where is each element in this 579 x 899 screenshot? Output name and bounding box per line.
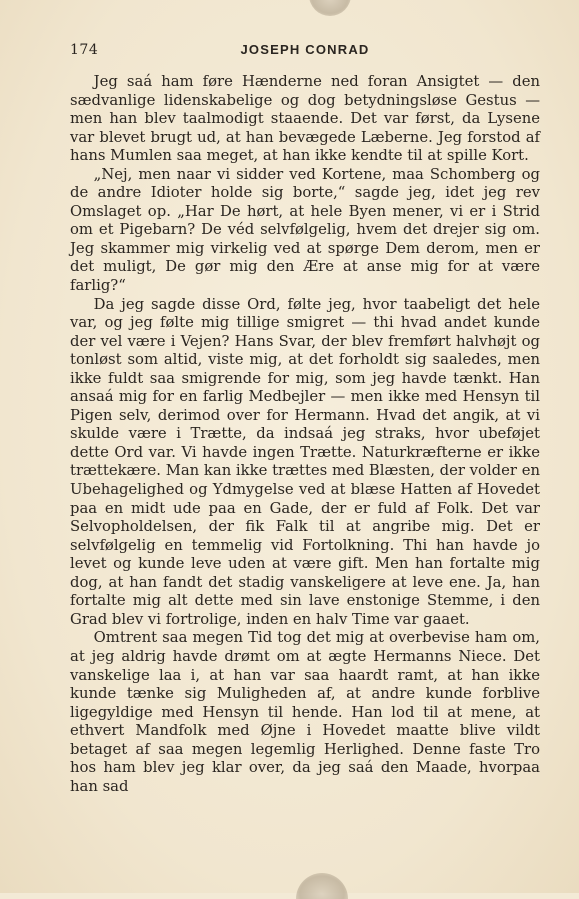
binding-mark-bottom (296, 873, 348, 899)
paragraph: Omtrent saa megen Tid tog det mig at overbevise ham om, at jeg aldrig havde drømt om at ægte Hermanns Niece. Det vanskelige laa i, at han var saa haardt ramt, at han ikke kunde tænke sig Muligheden af, at andre kunde forblive ligegyldige med Hensyn til hende. Han lod til at mene, at ethvert Mandfolk med Øjne i Hovedet maatte blive vildt betaget af saa megen legemlig Herlighed. Denne faste Tro hos ham blev jeg klar over, da jeg saá den Maade, hvorpaa han sad (70, 629, 540, 795)
paragraph: Jeg saá ham føre Hænderne ned foran Ansigtet — den sædvanlige lidenskabelige og dog betydningsløse Gestus — men han blev taalmodigt staaende. Det var først, da Lysene var blevet brugt ud, at han bevægede Læberne. Jeg forstod af hans Mumlen saa meget, at han ikke kendte til at spille Kort. (70, 73, 540, 165)
body-text (70, 73, 540, 796)
paragraph: „Nej, men naar vi sidder ved Kortene, maa Schomberg og de andre Idioter holde sig borte,“ sagde jeg, idet jeg rev Omslaget op. „Har De hørt, at hele Byen mener, vi er i Strid om et Pigebarn? De véd selvfølgelig, hvem det drejer sig om. Jeg skammer mig virkelig ved at spørge Dem derom, men er det muligt, De gør mig den Ære at anse mig for at være farlig?“ (70, 165, 540, 295)
paragraph: Da jeg sagde disse Ord, følte jeg, hvor taabeligt det hele var, og jeg følte mig tillige smigret — thi hvad andet kunde der vel være i Vejen? Hans Svar, der blev fremført halvhøjt og tonløst som altid, viste mig, at det forholdt sig saaledes, men ikke fuldt saa smigrende for mig, som jeg havde tænkt. Han ansaá mig for en farlig Medbejler — men ikke med Hensyn til Pigen selv, derimod over for Hermann. Hvad det angik, at vi skulde være i Trætte, da indsaá jeg straks, hvor ubeføjet dette Ord var. Vi havde ingen Trætte. Naturkræfterne er ikke trættekære. Man kan ikke trættes med Blæsten, der volder en Ubehagelighed og Ydmygelse ved at blæse Hatten af Hovedet paa en midt ude paa en Gade, der er fuld af Folk. Det var Selvopholdelsen, der fik Falk til at angribe mig. Det er selvfølgelig en temmelig vid Fortolkning. Thi han havde jo levet og kunde leve uden at være gift. Men han fortalte mig dog, at han fandt det stadig vanskeligere at leve ene. Ja, han fortalte mig alt dette med sin lave enstonige Stemme, i den Grad blev vi fortrolige, inden en halv Time var gaaet. (70, 295, 540, 628)
running-head: JOSEPH CONRAD (240, 42, 370, 57)
page-header (70, 42, 540, 64)
page-number: 174 (70, 42, 99, 58)
binding-mark-top (309, 0, 351, 16)
